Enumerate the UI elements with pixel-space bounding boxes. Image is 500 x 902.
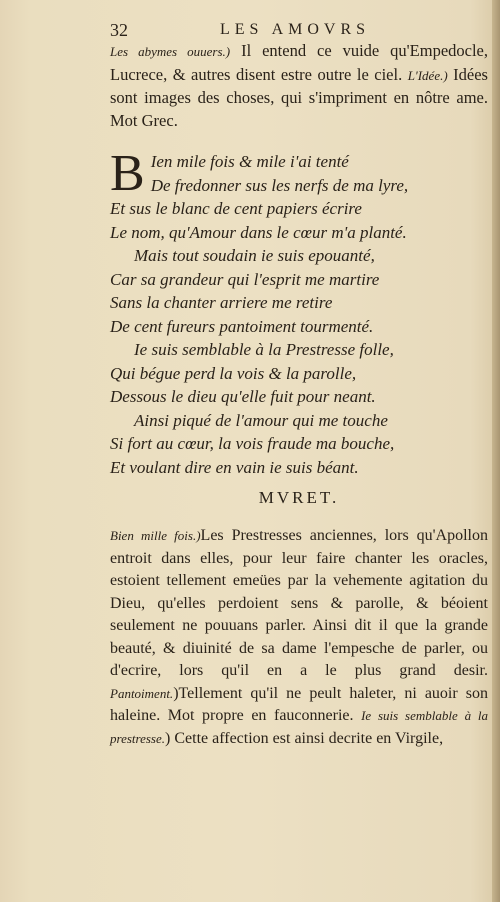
verse-line: De fredonner sus les nerfs de ma lyre, — [150, 175, 409, 195]
verse-line: Le nom, qu'Amour dans le cœur m'a planté. — [110, 222, 407, 242]
commentary-text: Bien mille fois.)Les Prestresses anciennes, lors qu'Apollon entroit dans elles, pour leur faire chanter les oracles, estoient tellement emeües par la vehemente agitation du Dieu, qu'elles perdoient sens & parolle, & béoient seulement ne pouuans parler. Ainsi dit il que la grande beauté, & diuinité de sa dame l'empesche de parler, ou d'ecrire, lors qu'il en a le plus grand desir. Pantoiment.)Tellement qu'il ne peult haleter, ni auoir son haleine. Mot propre en fauconnerie. Ie suis semblable à la prestresse.) Cette affection est ainsi decrite en Virgile, — [110, 527, 489, 747]
verse-line: Car sa grandeur qui l'esprit me martire — [110, 269, 380, 289]
intro-text: Idées sont images des choses, qui s'impriment en nôtre ame. Mot Grec. — [110, 64, 488, 130]
verse-line: Qui bégue perd la vois & la parolle, — [110, 363, 357, 383]
page-number: 32 — [110, 20, 128, 40]
verse-line: Et voulant dire en vain ie suis béant. — [110, 457, 359, 477]
lemma: Les abymes ouuers.) — [110, 44, 231, 59]
lemma: Pantoiment. — [110, 685, 174, 701]
verse-line: Mais tout soudain ie suis epouanté, — [134, 246, 375, 265]
intro-text: Il entend ce vuide qu'Empedocle, Lucrece, & autres disent estre outre le ciel. — [110, 41, 488, 84]
intro-commentary — [110, 40, 488, 132]
verse-line: Si fort au cœur, la vois fraude ma bouche, — [110, 434, 395, 453]
verse-line: Ainsi piqué de l'amour qui me touche — [134, 410, 388, 430]
lemma: L'Idée.) — [407, 67, 448, 83]
drop-cap: B — [110, 145, 145, 202]
verse-line: De cent fureurs pantoiment tourmenté. — [110, 316, 374, 336]
verse-line: Et sus le blanc de cent papiers écrire — [110, 199, 362, 218]
lemma: Ie suis semblable à la prestresse. — [110, 708, 489, 746]
running-title: LES AMOVRS — [220, 21, 371, 38]
page-edge — [492, 0, 500, 902]
lemma: Bien mille fois.) — [110, 528, 201, 543]
verse-line: Sans la chanter arriere me retire — [110, 293, 333, 312]
sonnet — [110, 145, 488, 479]
commentary-heading: MVRET. — [258, 488, 340, 507]
verse-line: Ie suis semblable à la Prestresse folle, — [134, 340, 394, 359]
verse-line: B Ien mile fois & mile i'ai tenté — [110, 145, 349, 202]
verse-line: Dessous le dieu qu'elle fuit pour neant. — [110, 387, 376, 406]
